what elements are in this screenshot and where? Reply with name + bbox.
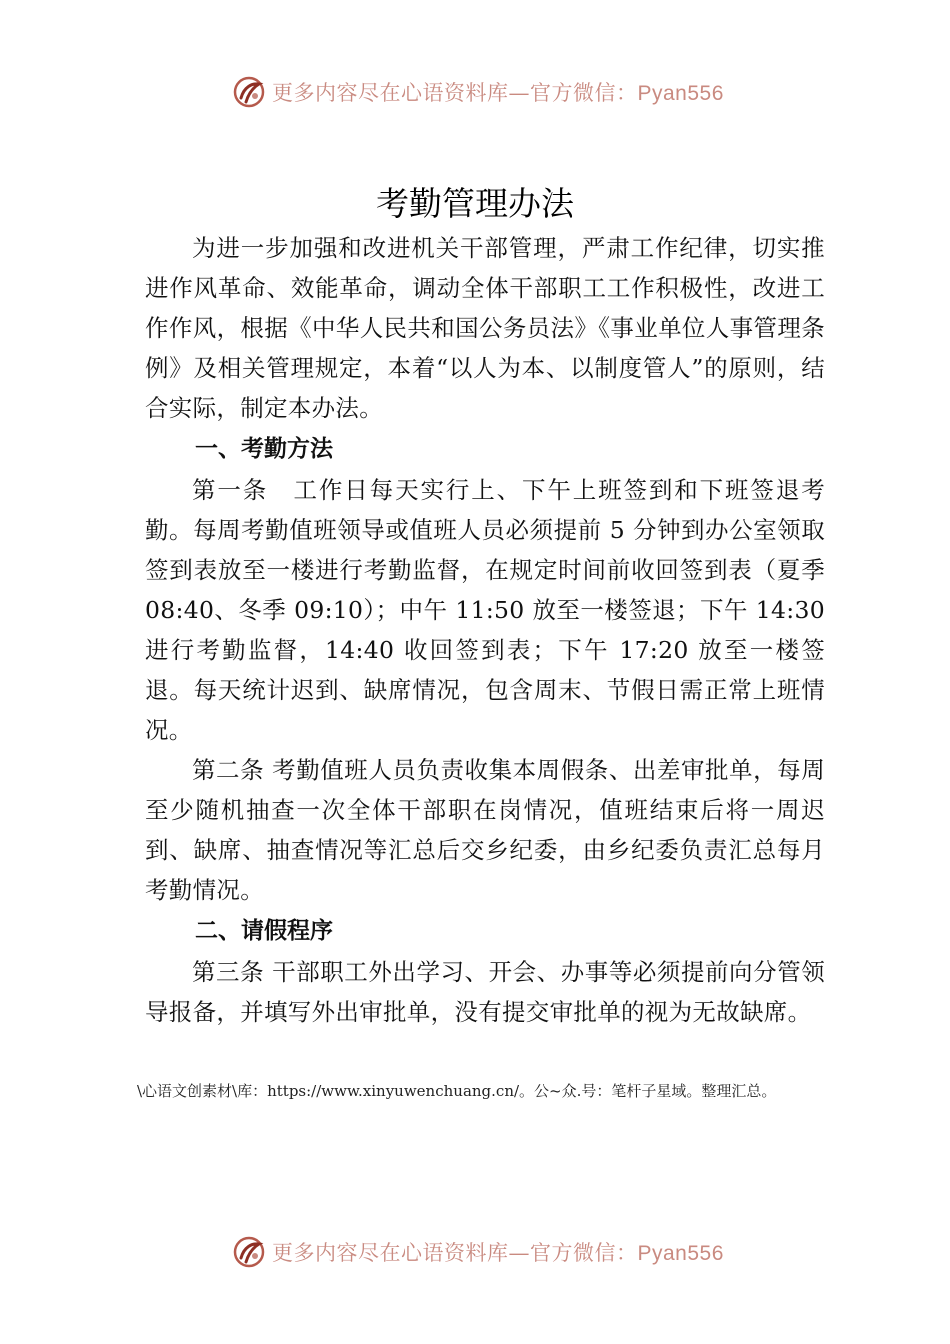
banner-text: 更多内容尽在心语资料库—官方微信：Pyan556 <box>272 1241 724 1265</box>
document-title: 考勤管理办法 <box>376 184 574 224</box>
header-banner <box>232 72 752 112</box>
section-heading-attendance-method: 一、考勤方法 <box>195 436 333 462</box>
circular-seal-logo-icon <box>232 1235 266 1269</box>
footer-banner <box>232 1232 752 1272</box>
source-footnote: \心语文创素材\库：https://www.xinyuwenchuang.cn/。公~众.号：笔杆子星域。整理汇总。 <box>137 1082 777 1100</box>
circular-seal-logo-icon <box>232 75 266 109</box>
banner-text: 更多内容尽在心语资料库—官方微信：Pyan556 <box>272 81 724 105</box>
intro-paragraph: 为进一步加强和改进机关干部管理，严肃工作纪律，切实推进作风革命、效能革命，调动全体干部职工工作积极性，改进工作作风，根据《中华人民共和国公务员法》《事业单位人事管理条例》及相关管理规定，本着“以人为本、以制度管人”的原则，结合实际，制定本办法。 <box>145 234 825 422</box>
banner-wechat-id: Pyan556 <box>637 1242 724 1265</box>
section-heading-leave-procedure: 二、请假程序 <box>195 918 333 944</box>
banner-wechat-id: Pyan556 <box>637 82 724 105</box>
document-body <box>145 228 825 1032</box>
article-2: 第二条 考勤值班人员负责收集本周假条、出差审批单，每周至少随机抽查一次全体干部职在岗情况，值班结束后将一周迟到、缺席、抽查情况等汇总后交乡纪委，由乡纪委负责汇总每月考勤情况。 <box>145 756 825 904</box>
article-1: 第一条 工作日每天实行上、下午上班签到和下班签退考勤。每周考勤值班领导或值班人员必须提前 5 分钟到办公室领取签到表放至一楼进行考勤监督，在规定时间前收回签到表（夏季 08:40、冬季 09:10）；中午 11:50 放至一楼签退；下午 14:30 进行考勤监督，14:40 收回签到表；下午 17:20 放至一楼签退。每天统计迟到、缺席情况，包含周末、节假日需正常上班情况。 <box>145 476 825 744</box>
article-3: 第三条 干部职工外出学习、开会、办事等必须提前向分管领导报备，并填写外出审批单，没有提交审批单的视为无故缺席。 <box>145 958 825 1026</box>
